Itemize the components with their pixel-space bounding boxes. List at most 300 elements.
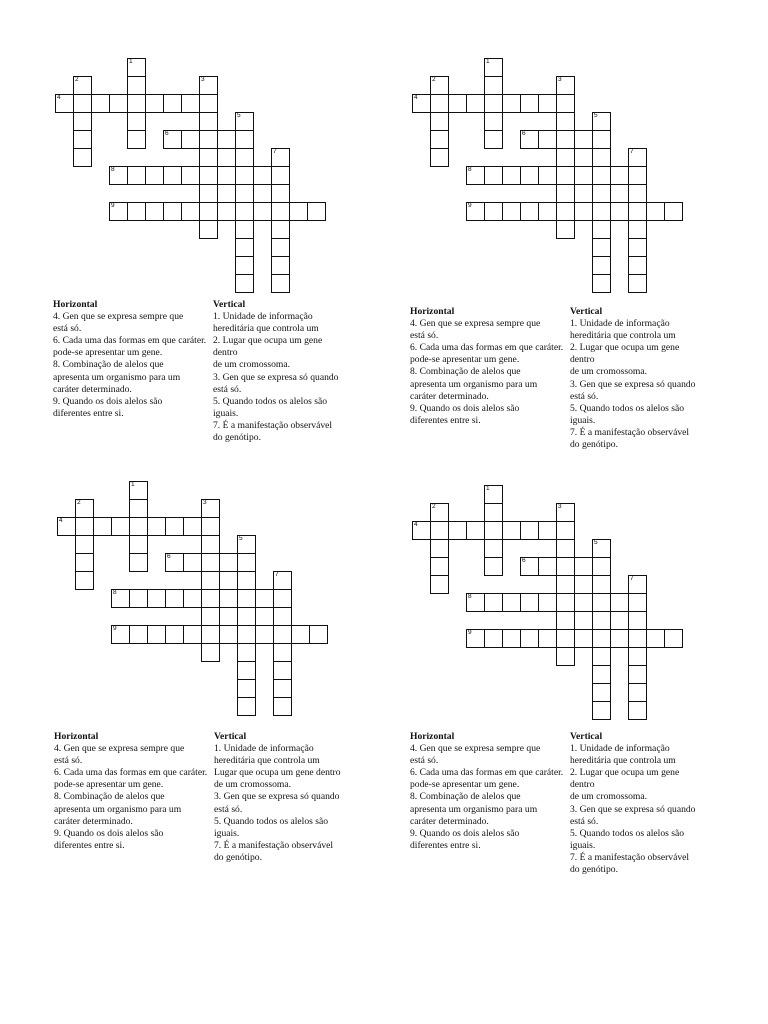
crossword-cell[interactable] xyxy=(75,499,94,518)
clue-h4: 4. Gen que se expresa sempre que está só. xyxy=(54,743,185,767)
crossword-cell[interactable] xyxy=(592,683,611,702)
crossword-cell[interactable] xyxy=(592,611,611,630)
crossword-cell[interactable] xyxy=(145,202,164,221)
crossword-cell[interactable] xyxy=(520,557,539,576)
clue-number: 4 xyxy=(59,517,63,524)
crossword-cell[interactable] xyxy=(430,148,449,167)
crossword-cell[interactable] xyxy=(217,166,236,185)
crossword-cell[interactable] xyxy=(199,202,218,221)
crossword-cell[interactable] xyxy=(592,539,611,558)
crossword-cell[interactable] xyxy=(183,589,202,608)
crossword-cell[interactable] xyxy=(520,130,539,149)
crossword-cell[interactable] xyxy=(163,94,182,113)
crossword-cell[interactable] xyxy=(538,593,557,612)
crossword-cell[interactable] xyxy=(502,94,521,113)
crossword-cell[interactable] xyxy=(556,539,575,558)
crossword-cell[interactable] xyxy=(574,557,593,576)
crossword-cell[interactable] xyxy=(502,629,521,648)
clue-number: 6 xyxy=(167,553,171,560)
crossword-cell[interactable] xyxy=(592,130,611,149)
clue-number: 2 xyxy=(77,499,81,506)
clue-h9: 9. Quando os dois alelos são diferentes entre si. xyxy=(410,402,520,426)
crossword-cell[interactable] xyxy=(73,76,92,95)
crossword-cell[interactable] xyxy=(592,256,611,275)
crossword-cell[interactable] xyxy=(271,220,290,239)
clue-h4: 4. Gen que se expresa sempre que está só. xyxy=(410,743,541,767)
crossword-cell[interactable] xyxy=(219,625,238,644)
crossword-cell[interactable] xyxy=(127,166,146,185)
crossword-cell[interactable] xyxy=(237,607,256,626)
crossword-cell[interactable] xyxy=(520,629,539,648)
crossword-cell[interactable] xyxy=(255,589,274,608)
clue-number: 2 xyxy=(75,76,79,83)
crossword-cell[interactable] xyxy=(183,553,202,572)
crossword-cell[interactable] xyxy=(430,503,449,522)
crossword-cell[interactable] xyxy=(109,166,128,185)
crossword-cell[interactable] xyxy=(484,58,503,77)
crossword-cell[interactable] xyxy=(628,202,647,221)
crossword-cell[interactable] xyxy=(235,130,254,149)
crossword-cell[interactable] xyxy=(610,593,629,612)
crossword-cell[interactable] xyxy=(556,202,575,221)
crossword-cell[interactable] xyxy=(592,701,611,720)
crossword-cell[interactable] xyxy=(201,499,220,518)
crossword-cell[interactable] xyxy=(309,625,328,644)
crossword-cell[interactable] xyxy=(129,589,148,608)
crossword-cell[interactable] xyxy=(556,557,575,576)
crossword-cell[interactable] xyxy=(163,202,182,221)
crossword-cell[interactable] xyxy=(538,202,557,221)
crossword-cell[interactable] xyxy=(592,647,611,666)
crossword-cell[interactable] xyxy=(484,130,503,149)
clue-number: 5 xyxy=(594,112,598,119)
clue-h9: 9. Quando os dois alelos são diferentes entre si. xyxy=(54,827,164,851)
clue-h6: 6. Cada uma das formas em que caráter. pode-se apresentar um gene. xyxy=(53,335,207,359)
clue-v7: 7. É a manifestação observável do genótipo. xyxy=(570,426,690,451)
crossword-cell[interactable] xyxy=(430,557,449,576)
crossword-cell[interactable] xyxy=(253,202,272,221)
crossword-cell[interactable] xyxy=(235,148,254,167)
crossword-cell[interactable] xyxy=(592,274,611,293)
crossword-cell[interactable] xyxy=(538,94,557,113)
crossword-cell[interactable] xyxy=(181,202,200,221)
crossword-cell[interactable] xyxy=(646,629,665,648)
clue-number: 6 xyxy=(522,557,526,564)
crossword-cell[interactable] xyxy=(592,575,611,594)
crossword-cell[interactable] xyxy=(237,553,256,572)
crossword-cell[interactable] xyxy=(610,166,629,185)
crossword-cell[interactable] xyxy=(109,202,128,221)
crossword-cell[interactable] xyxy=(574,130,593,149)
horizontal-clues xyxy=(410,731,570,852)
vertical-heading: Vertical xyxy=(570,306,603,317)
clue-v1: 1. Unidade de informação hereditária que controla um xyxy=(570,318,676,342)
crossword-cell[interactable] xyxy=(237,625,256,644)
clue-h9: 9. Quando os dois alelos são diferentes entre si. xyxy=(410,827,520,851)
clue-number: 8 xyxy=(111,166,115,173)
crossword-cell[interactable] xyxy=(75,571,94,590)
crossword-cell[interactable] xyxy=(556,575,575,594)
crossword-cell[interactable] xyxy=(271,238,290,257)
clue-v3: 3. Gen que se expresa só quando está só. xyxy=(213,371,339,395)
clue-number: 3 xyxy=(201,76,205,83)
clue-v7: 7. É a manifestação observável do genótipo. xyxy=(213,419,333,444)
crossword-cell[interactable] xyxy=(520,521,539,540)
crossword-cell[interactable] xyxy=(556,503,575,522)
crossword-cell[interactable] xyxy=(181,130,200,149)
crossword-cell[interactable] xyxy=(556,629,575,648)
crossword-cell[interactable] xyxy=(235,256,254,275)
crossword-cell[interactable] xyxy=(556,220,575,239)
crossword-cell[interactable] xyxy=(484,629,503,648)
crossword-cell[interactable] xyxy=(147,589,166,608)
crossword-cell[interactable] xyxy=(484,593,503,612)
crossword-cell[interactable] xyxy=(291,625,310,644)
clue-number: 9 xyxy=(113,625,117,632)
crossword-cell[interactable] xyxy=(73,130,92,149)
crossword-cell[interactable] xyxy=(199,76,218,95)
crossword-cell[interactable] xyxy=(484,539,503,558)
crossword-cell[interactable] xyxy=(109,94,128,113)
crossword-cell[interactable] xyxy=(201,535,220,554)
crossword-cell[interactable] xyxy=(592,166,611,185)
crossword-cell[interactable] xyxy=(502,166,521,185)
clue-number: 3 xyxy=(203,499,207,506)
clue-v5: 5. Quando todos os alelos são iguais. xyxy=(570,827,685,851)
crossword-cell[interactable] xyxy=(199,112,218,131)
crossword-cell[interactable] xyxy=(538,166,557,185)
crossword-cell[interactable] xyxy=(273,679,292,698)
crossword-cell[interactable] xyxy=(610,202,629,221)
crossword-cell[interactable] xyxy=(127,202,146,221)
crossword-cell[interactable] xyxy=(111,589,130,608)
crossword-cell[interactable] xyxy=(165,553,184,572)
crossword-cell[interactable] xyxy=(129,517,148,536)
crossword-cell[interactable] xyxy=(556,148,575,167)
crossword-cell[interactable] xyxy=(520,202,539,221)
crossword-cell[interactable] xyxy=(592,557,611,576)
crossword-cell[interactable] xyxy=(199,148,218,167)
crossword-cell[interactable] xyxy=(466,521,485,540)
clue-v2: Lugar que ocupa um gene dentro de um cromossoma. xyxy=(214,767,341,791)
crossword-cell[interactable] xyxy=(628,629,647,648)
crossword-cell[interactable] xyxy=(163,166,182,185)
crossword-cell[interactable] xyxy=(466,202,485,221)
crossword-cell[interactable] xyxy=(201,607,220,626)
crossword-cell[interactable] xyxy=(163,130,182,149)
vertical-heading: Vertical xyxy=(213,299,246,310)
crossword-cell[interactable] xyxy=(538,629,557,648)
clue-v2: 2. Lugar que ocupa um gene dentro de um cromossoma. xyxy=(570,342,680,378)
clue-v1: 1. Unidade de informação hereditária que controla um xyxy=(570,743,676,767)
clue-number: 5 xyxy=(237,112,241,119)
crossword-cell[interactable] xyxy=(111,517,130,536)
clue-number: 3 xyxy=(558,76,562,83)
crossword-cell[interactable] xyxy=(127,130,146,149)
crossword-cell[interactable] xyxy=(592,629,611,648)
crossword-cell[interactable] xyxy=(466,94,485,113)
crossword-cell[interactable] xyxy=(628,683,647,702)
crossword-cell[interactable] xyxy=(273,625,292,644)
crossword-cell[interactable] xyxy=(538,130,557,149)
crossword-cell[interactable] xyxy=(574,593,593,612)
crossword-cell[interactable] xyxy=(165,517,184,536)
crossword-cell[interactable] xyxy=(273,661,292,680)
crossword-cell[interactable] xyxy=(628,148,647,167)
crossword-cell[interactable] xyxy=(55,94,74,113)
crossword-cell[interactable] xyxy=(520,94,539,113)
crossword-cell[interactable] xyxy=(127,76,146,95)
crossword-cell[interactable] xyxy=(430,539,449,558)
crossword-cell[interactable] xyxy=(556,94,575,113)
clue-number: 9 xyxy=(111,202,115,209)
clue-v5: 5. Quando todos os alelos são iguais. xyxy=(214,815,329,839)
crossword-cell[interactable] xyxy=(147,625,166,644)
crossword-cell[interactable] xyxy=(484,112,503,131)
clue-number: 8 xyxy=(468,166,472,173)
clue-v3: 3. Gen que se expresa só quando está só. xyxy=(570,378,696,402)
crossword-cell[interactable] xyxy=(664,202,683,221)
crossword-cell[interactable] xyxy=(502,202,521,221)
crossword-cell[interactable] xyxy=(199,184,218,203)
crossword-cell[interactable] xyxy=(466,629,485,648)
crossword-cell[interactable] xyxy=(628,166,647,185)
crossword-cell[interactable] xyxy=(484,166,503,185)
crossword-cell[interactable] xyxy=(111,625,130,644)
clue-number: 1 xyxy=(486,58,490,65)
crossword-cell[interactable] xyxy=(273,571,292,590)
crossword-cell[interactable] xyxy=(592,665,611,684)
crossword-cell[interactable] xyxy=(556,112,575,131)
crossword-cell[interactable] xyxy=(127,94,146,113)
vertical-clues xyxy=(214,731,349,864)
crossword-cell[interactable] xyxy=(93,517,112,536)
crossword-cell[interactable] xyxy=(484,202,503,221)
crossword-cell[interactable] xyxy=(183,517,202,536)
crossword-cell[interactable] xyxy=(199,130,218,149)
crossword-cell[interactable] xyxy=(235,202,254,221)
crossword-cell[interactable] xyxy=(237,589,256,608)
crossword-cell[interactable] xyxy=(129,481,148,500)
crossword-cell[interactable] xyxy=(484,503,503,522)
crossword-cell[interactable] xyxy=(628,184,647,203)
crossword-cell[interactable] xyxy=(237,643,256,662)
crossword-cell[interactable] xyxy=(592,148,611,167)
clue-number: 7 xyxy=(273,148,277,155)
crossword-cell[interactable] xyxy=(219,589,238,608)
crossword-cell[interactable] xyxy=(484,557,503,576)
crossword-cell[interactable] xyxy=(307,202,326,221)
crossword-cell[interactable] xyxy=(430,76,449,95)
crossword-cell[interactable] xyxy=(129,535,148,554)
crossword-cell[interactable] xyxy=(199,166,218,185)
clue-number: 8 xyxy=(113,589,117,596)
crossword-cell[interactable] xyxy=(484,485,503,504)
crossword-cell[interactable] xyxy=(165,625,184,644)
clue-v3: 3. Gen que se expresa só quando está só. xyxy=(214,791,340,815)
crossword-cell[interactable] xyxy=(271,148,290,167)
crossword-cell[interactable] xyxy=(430,130,449,149)
crossword-cell[interactable] xyxy=(430,112,449,131)
crossword-cell[interactable] xyxy=(181,94,200,113)
clue-h9: 9. Quando os dois alelos são diferentes entre si. xyxy=(53,395,163,419)
clue-number: 4 xyxy=(414,94,418,101)
crossword-cell[interactable] xyxy=(592,220,611,239)
crossword-cell[interactable] xyxy=(271,166,290,185)
crossword-cell[interactable] xyxy=(75,553,94,572)
clue-v7: 7. É a manifestação observável do genótipo. xyxy=(214,839,334,863)
crossword-cell[interactable] xyxy=(556,76,575,95)
crossword-cell[interactable] xyxy=(235,220,254,239)
crossword-cell[interactable] xyxy=(219,553,238,572)
crossword-cell[interactable] xyxy=(448,521,467,540)
crossword-cell[interactable] xyxy=(73,94,92,113)
crossword-cell[interactable] xyxy=(129,553,148,572)
crossword-cell[interactable] xyxy=(271,256,290,275)
crossword-cell[interactable] xyxy=(628,611,647,630)
crossword-cell[interactable] xyxy=(592,593,611,612)
crossword-cell[interactable] xyxy=(412,521,431,540)
crossword-cell[interactable] xyxy=(556,184,575,203)
crossword-cell[interactable] xyxy=(430,94,449,113)
crossword-cell[interactable] xyxy=(520,593,539,612)
crossword-cell[interactable] xyxy=(255,625,274,644)
clue-h4: 4. Gen que se expresa sempre que está só. xyxy=(410,318,541,342)
crossword-cell[interactable] xyxy=(574,166,593,185)
crossword-cell[interactable] xyxy=(237,571,256,590)
crossword-cell[interactable] xyxy=(145,166,164,185)
clue-number: 1 xyxy=(131,481,135,488)
crossword-cell[interactable] xyxy=(75,517,94,536)
crossword-cell[interactable] xyxy=(273,697,292,716)
crossword-cell[interactable] xyxy=(217,202,236,221)
crossword-cell[interactable] xyxy=(273,607,292,626)
crossword-cell[interactable] xyxy=(466,166,485,185)
crossword-cell[interactable] xyxy=(538,521,557,540)
crossword-cell[interactable] xyxy=(574,629,593,648)
crossword-cell[interactable] xyxy=(273,643,292,662)
crossword-cell[interactable] xyxy=(646,202,665,221)
crossword-cell[interactable] xyxy=(253,166,272,185)
crossword-cell[interactable] xyxy=(235,238,254,257)
crossword-cell[interactable] xyxy=(448,94,467,113)
crossword-cell[interactable] xyxy=(628,701,647,720)
crossword-cell[interactable] xyxy=(145,94,164,113)
clue-v1: 1. Unidade de informação hereditária que controla um xyxy=(214,743,320,767)
crossword-cell[interactable] xyxy=(235,112,254,131)
crossword-cell[interactable] xyxy=(592,184,611,203)
crossword-cell[interactable] xyxy=(628,647,647,666)
crossword-cell[interactable] xyxy=(628,665,647,684)
crossword-cell[interactable] xyxy=(592,202,611,221)
crossword-cell[interactable] xyxy=(484,94,503,113)
crossword-cell[interactable] xyxy=(57,517,76,536)
crossword-cell[interactable] xyxy=(181,166,200,185)
crossword-cell[interactable] xyxy=(628,256,647,275)
crossword-cell[interactable] xyxy=(556,647,575,666)
crossword-cell[interactable] xyxy=(271,274,290,293)
clue-number: 2 xyxy=(432,76,436,83)
crossword-cell[interactable] xyxy=(201,589,220,608)
crossword-cell[interactable] xyxy=(73,148,92,167)
crossword-cell[interactable] xyxy=(127,58,146,77)
clue-number: 5 xyxy=(239,535,243,542)
crossword-cell[interactable] xyxy=(628,238,647,257)
crossword-cell[interactable] xyxy=(556,166,575,185)
crossword-cell[interactable] xyxy=(127,112,146,131)
crossword-cell[interactable] xyxy=(271,202,290,221)
crossword-cell[interactable] xyxy=(129,499,148,518)
crossword-cell[interactable] xyxy=(664,629,683,648)
crossword-cell[interactable] xyxy=(592,112,611,131)
crossword-cell[interactable] xyxy=(73,112,92,131)
crossword-cell[interactable] xyxy=(484,76,503,95)
crossword-cell[interactable] xyxy=(538,557,557,576)
horizontal-heading: Horizontal xyxy=(410,731,455,742)
crossword-cell[interactable] xyxy=(628,220,647,239)
crossword-cell[interactable] xyxy=(237,661,256,680)
crossword-cell[interactable] xyxy=(199,220,218,239)
crossword-cell[interactable] xyxy=(289,202,308,221)
crossword-cell[interactable] xyxy=(484,521,503,540)
crossword-cell[interactable] xyxy=(201,625,220,644)
crossword-cell[interactable] xyxy=(628,274,647,293)
crossword-cell[interactable] xyxy=(235,274,254,293)
crossword-cell[interactable] xyxy=(201,517,220,536)
crossword-cell[interactable] xyxy=(271,184,290,203)
crossword-cell[interactable] xyxy=(201,643,220,662)
crossword-cell[interactable] xyxy=(430,575,449,594)
crossword-cell[interactable] xyxy=(129,625,148,644)
clue-number: 9 xyxy=(468,629,472,636)
crossword-cell[interactable] xyxy=(502,593,521,612)
crossword-cell[interactable] xyxy=(147,517,166,536)
crossword-cell[interactable] xyxy=(556,611,575,630)
crossword-cell[interactable] xyxy=(165,589,184,608)
crossword-cell[interactable] xyxy=(628,575,647,594)
horizontal-clues xyxy=(53,299,213,420)
crossword-cell[interactable] xyxy=(520,166,539,185)
clue-number: 5 xyxy=(594,539,598,546)
crossword-cell[interactable] xyxy=(237,679,256,698)
crossword-cell[interactable] xyxy=(556,521,575,540)
horizontal-heading: Horizontal xyxy=(53,299,98,310)
crossword-cell[interactable] xyxy=(610,629,629,648)
crossword-cell[interactable] xyxy=(412,94,431,113)
crossword-cell[interactable] xyxy=(556,130,575,149)
crossword-cell[interactable] xyxy=(201,571,220,590)
crossword-cell[interactable] xyxy=(556,593,575,612)
crossword-cell[interactable] xyxy=(217,130,236,149)
crossword-cell[interactable] xyxy=(574,202,593,221)
crossword-cell[interactable] xyxy=(91,94,110,113)
crossword-cell[interactable] xyxy=(199,94,218,113)
crossword-cell[interactable] xyxy=(235,166,254,185)
crossword-cell[interactable] xyxy=(502,521,521,540)
crossword-cell[interactable] xyxy=(430,521,449,540)
crossword-cell[interactable] xyxy=(75,535,94,554)
crossword-cell[interactable] xyxy=(235,184,254,203)
clue-v7: 7. É a manifestação observável do genótipo. xyxy=(570,851,690,876)
crossword-cell[interactable] xyxy=(237,697,256,716)
crossword-cell[interactable] xyxy=(592,238,611,257)
crossword-cell[interactable] xyxy=(628,593,647,612)
crossword-cell[interactable] xyxy=(237,535,256,554)
crossword-cell[interactable] xyxy=(201,553,220,572)
crossword-cell[interactable] xyxy=(466,593,485,612)
crossword-cell[interactable] xyxy=(273,589,292,608)
crossword-cell[interactable] xyxy=(183,625,202,644)
